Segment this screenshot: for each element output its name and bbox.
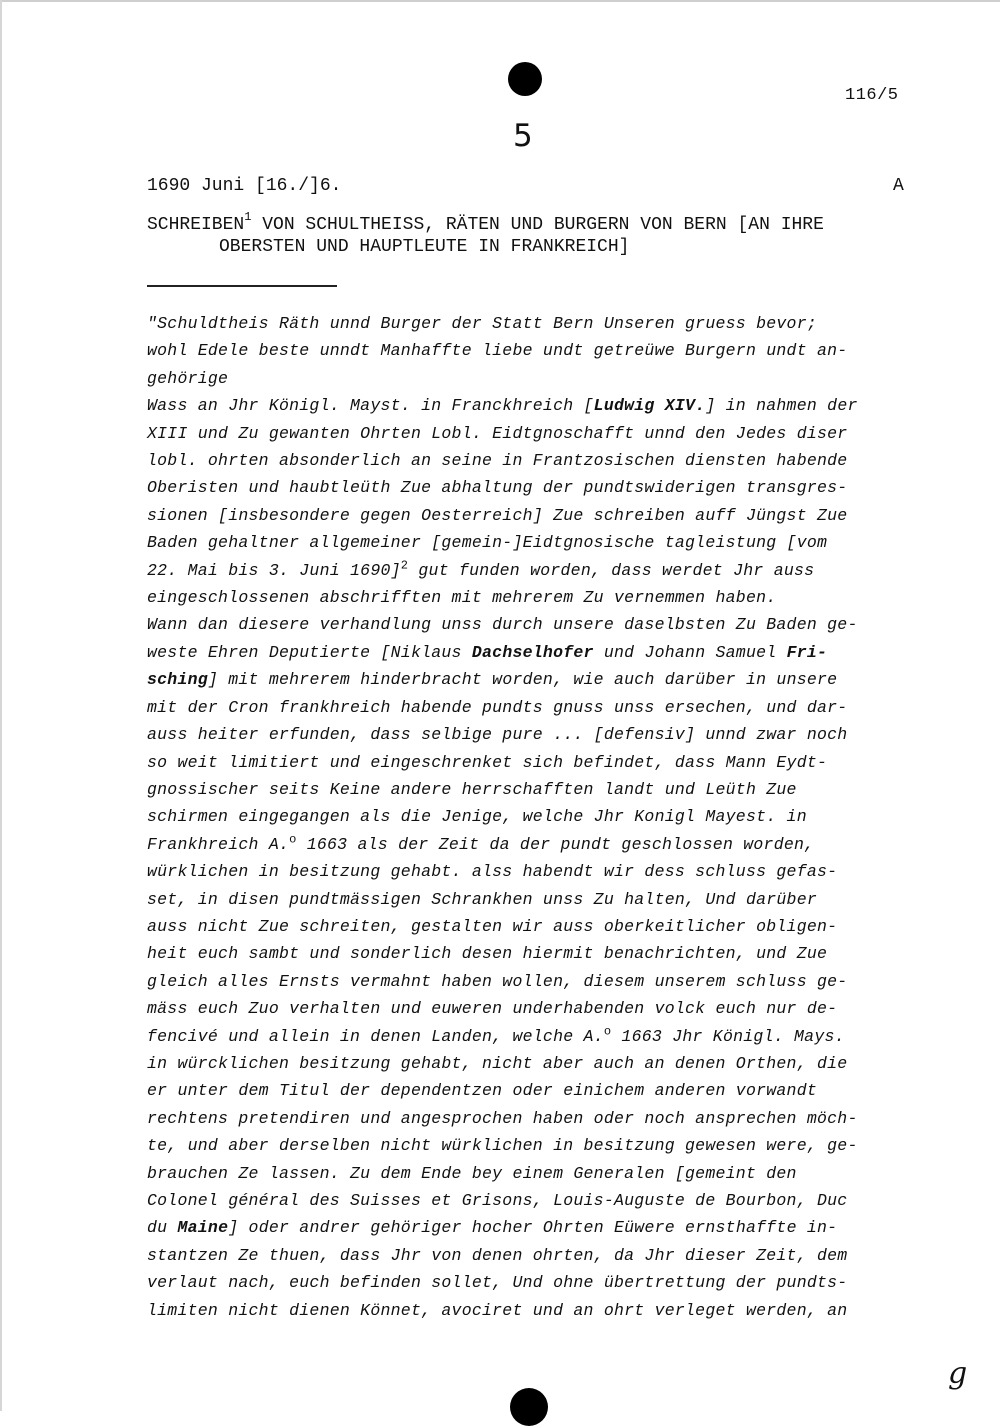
heading-line-2: OBERSTEN UND HAUPTLEUTE IN FRANKREICH] [219,237,630,257]
punch-hole-top [508,62,542,96]
heading-line-1a: SCHREIBEN [147,215,245,235]
body-line: Wann dan diesere verhandlung unss durch unsere daselbsten Zu Baden ge- [147,615,858,635]
body-line: brauchen Ze lassen. Zu dem Ende bey einem Generalen [gemeint den [147,1163,797,1183]
name-ludwig: Ludwig XIV. [593,396,706,416]
body-line: Colonel général des Suisses et Grisons, Louis-Auguste de Bourbon, Duc [147,1191,848,1210]
body-line: würklichen in besitzung gehabt. alss habendt wir dess schluss gefas- [147,862,838,882]
body-line [147,557,917,584]
letter-body [147,310,917,1324]
body-line: rechtens pretendiren und angesprochen haben oder noch ansprechen möch- [147,1108,858,1128]
body-line: mäss euch Zuo verhalten und euweren underhabenden volck euch nur de- [147,999,838,1019]
page-number: 5 [513,118,533,154]
body-line: verlaut nach, euch befinden sollet, Und ohne übertrettung der pundts- [147,1273,848,1293]
body-line: gnossischer seits Keine andere herrschafften landt und Leüth Zue [147,779,797,799]
body-line: gleich alles Ernsts vermahnt haben wollen, diesem unserem schluss ge- [147,971,848,991]
body-text-run: gut funden worden, dass werdet Jhr auss [408,560,815,580]
body-line: XIII und Zu gewanten Ohrten Lobl. Eidtgnoschafft unnd den Jedes diser [147,423,848,443]
body-line: Oberisten und haubtleüth Zue abhaltung der pundtswiderigen transgres- [147,478,848,498]
name-dachselhofer: Dachselhofer [471,642,594,662]
body-text-run: und Johann Samuel [593,642,787,662]
body-text-run: ] in nahmen der [705,396,858,416]
body-line: "Schuldtheis Räth unnd Burger der Statt Bern Unseren gruess bevor; [147,314,818,333]
body-line: eingeschlossenen abschrifften mit mehrerem Zu vernemmen haben. [147,588,777,608]
page-edge-top [0,0,1000,2]
page-edge-left [0,0,2,1411]
body-line [147,639,917,666]
body-line [147,392,917,419]
body-text-run: ] mit mehrerem hinderbracht worden, wie auch darüber in unsere [207,670,838,690]
body-text-run: ] oder andrer gehöriger hocher Ohrten Eüwere ernsthaffte in- [228,1218,838,1238]
punch-hole-bottom [510,1388,548,1426]
document-letter-code: A [893,176,904,196]
heading-divider [147,285,337,287]
body-line: te, und aber derselben nicht würklichen in besitzung gewesen were, ge- [147,1136,858,1156]
name-frisching-part1: Fri- [786,642,828,662]
body-line: limiten nicht dienen Könnet, avociret und an ohrt verleget werden, an [147,1300,848,1320]
body-line [147,1214,917,1241]
footnote-marker-1: 1 [244,210,252,224]
body-line [147,1023,917,1050]
body-text-run: 1663 als der Zeit da der pundt geschlossen worden, [296,834,815,854]
name-maine: Maine [177,1218,229,1238]
body-line: wohl Edele beste unndt Manhaffte liebe undt getreüwe Burgern undt an- [147,341,848,361]
heading-line-1b: VON SCHULTHEISS, RÄTEN UND BURGERN VON BERN [AN IHRE [251,215,824,235]
document-heading [147,210,917,258]
body-line: sionen [insbesondere gegen Oesterreich] Zue schreiben auff Jüngst Zue [147,505,848,525]
body-line: auss nicht Zue schreiten, gestalten wir auss oberkeitlicher obligen- [147,916,838,936]
name-frisching-part2: sching [147,670,208,690]
body-line: set, in disen pundtmässigen Schrankhen unss Zu halten, Und darüber [147,889,818,909]
body-text-run: 22. Mai bis 3. Juni 1690] [147,560,401,580]
footnote-marker-2: 2 [400,558,409,573]
body-line: in würcklichen besitzung gehabt, nicht aber auch an denen Orthen, die [147,1053,848,1073]
body-line: heit euch sambt und sonderlich desen hiermit benachrichten, und Zue [147,944,828,964]
body-line: auss heiter erfunden, dass selbige pure ... [defensiv] unnd zwar noch [147,725,848,745]
handwritten-page-mark: g [948,1356,968,1391]
body-text-run: weste Ehren Deputierte [Niklaus [147,642,472,662]
body-line: so weit limitiert und eingeschrenket sich befindet, dass Mann Eydt- [147,752,828,772]
body-text-run: du [147,1218,178,1238]
degree-marker: o [289,832,297,847]
body-line: Baden gehaltner allgemeiner [gemein-]Eidtgnosische tagleistung [vom [147,533,828,553]
degree-marker: o [603,1024,612,1039]
body-text-run: 1663 Jhr Königl. Mays. [611,1026,845,1046]
body-line: mit der Cron frankhreich habende pundts gnuss unss ersechen, und dar- [147,697,848,717]
body-text-run: Wass an Jhr Königl. Mayst. in Franckhreich [ [147,396,594,416]
body-line: schirmen eingegangen als die Jenige, welche Jhr Konigl Mayest. in [147,807,807,827]
body-text-run: Frankhreich A. [147,834,290,854]
body-text-run: fencivé und allein in denen Landen, welche A. [147,1026,604,1046]
body-line [147,831,917,858]
body-line: er unter dem Titul der dependentzen oder einichem anderen vorwandt [147,1081,818,1101]
body-line: stantzen Ze thuen, dass Jhr von denen ohrten, da Jhr dieser Zeit, dem [147,1245,848,1265]
document-date: 1690 Juni [16./]6. [147,176,342,196]
body-line: lobl. ohrten absonderlich an seine in Frantzosischen diensten habende [147,451,848,471]
body-line [147,666,917,693]
archive-reference: 116/5 [845,86,899,105]
body-line: gehörige [147,368,229,388]
